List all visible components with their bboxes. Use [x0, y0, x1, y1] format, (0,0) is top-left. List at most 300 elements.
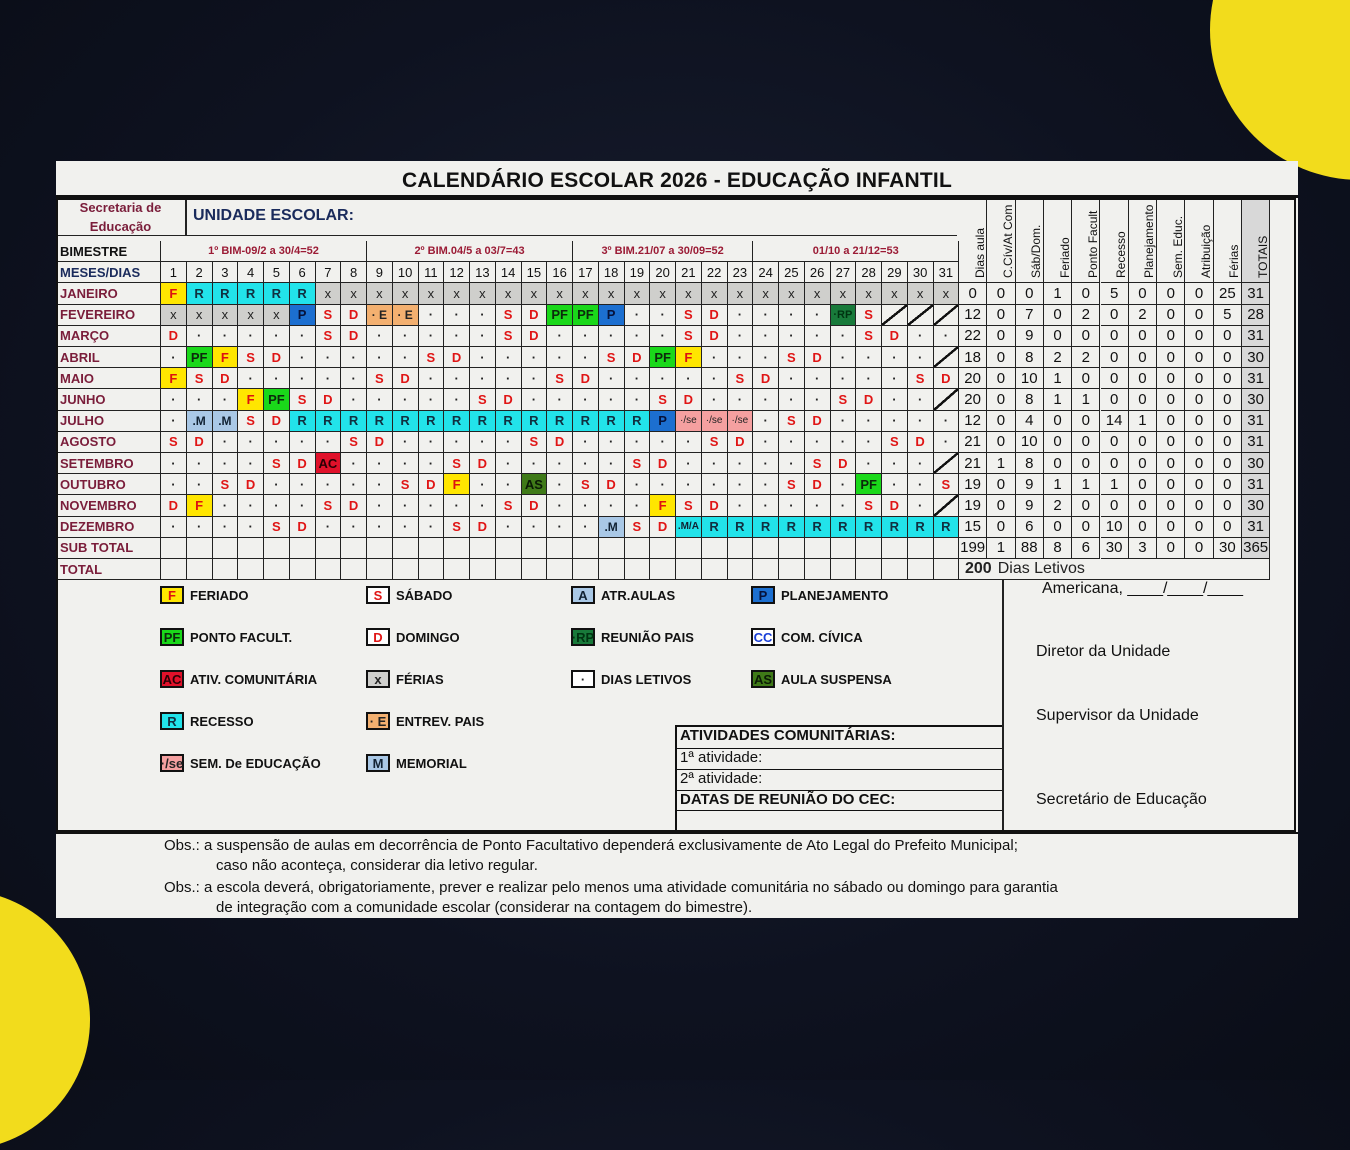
day-cell[interactable]: ·: [856, 453, 882, 474]
day-cell[interactable]: D: [702, 305, 728, 326]
day-cell[interactable]: x: [419, 283, 445, 304]
day-cell[interactable]: PF: [547, 305, 573, 326]
day-cell[interactable]: R: [831, 517, 857, 538]
day-cell[interactable]: ·: [805, 368, 831, 389]
day-cell[interactable]: D: [599, 474, 625, 495]
day-cell[interactable]: R: [496, 411, 522, 432]
day-cell[interactable]: ·: [753, 432, 779, 453]
day-cell[interactable]: x: [779, 283, 805, 304]
day-cell[interactable]: D: [676, 389, 702, 410]
day-cell[interactable]: S: [856, 326, 882, 347]
day-cell[interactable]: ·: [599, 368, 625, 389]
day-cell[interactable]: ·: [831, 368, 857, 389]
day-cell[interactable]: R: [290, 283, 316, 304]
day-cell[interactable]: ·: [367, 495, 393, 516]
day-cell[interactable]: PF: [856, 474, 882, 495]
day-cell[interactable]: ·: [728, 326, 754, 347]
day-cell[interactable]: S: [779, 411, 805, 432]
day-cell[interactable]: D: [290, 517, 316, 538]
day-cell[interactable]: S: [702, 432, 728, 453]
day-cell[interactable]: D: [522, 305, 548, 326]
day-cell[interactable]: D: [161, 326, 187, 347]
day-cell[interactable]: x: [470, 283, 496, 304]
day-cell[interactable]: ·: [264, 326, 290, 347]
day-cell[interactable]: x: [367, 283, 393, 304]
day-cell[interactable]: ·: [650, 474, 676, 495]
day-cell[interactable]: R: [393, 411, 419, 432]
day-cell[interactable]: S: [213, 474, 239, 495]
day-cell[interactable]: S: [625, 517, 651, 538]
day-cell[interactable]: ·: [187, 326, 213, 347]
day-cell[interactable]: ·RP: [831, 305, 857, 326]
day-cell[interactable]: ·: [161, 347, 187, 368]
day-cell[interactable]: ·: [934, 411, 960, 432]
day-cell[interactable]: ·: [573, 495, 599, 516]
day-cell[interactable]: ·: [496, 368, 522, 389]
day-cell[interactable]: ·: [805, 495, 831, 516]
day-cell[interactable]: F: [444, 474, 470, 495]
day-cell[interactable]: ·: [264, 432, 290, 453]
day-cell[interactable]: ·: [367, 453, 393, 474]
day-cell[interactable]: · E: [393, 305, 419, 326]
day-cell[interactable]: ·: [934, 432, 960, 453]
day-cell[interactable]: x: [856, 283, 882, 304]
day-cell[interactable]: ·: [805, 389, 831, 410]
day-cell[interactable]: S: [496, 305, 522, 326]
day-cell[interactable]: ·: [547, 517, 573, 538]
day-cell[interactable]: D: [316, 389, 342, 410]
day-cell[interactable]: R: [753, 517, 779, 538]
day-cell[interactable]: x: [753, 283, 779, 304]
day-cell[interactable]: ·: [393, 495, 419, 516]
day-cell[interactable]: ·: [882, 453, 908, 474]
day-cell[interactable]: R: [728, 517, 754, 538]
day-cell[interactable]: S: [522, 432, 548, 453]
day-cell[interactable]: ·: [753, 411, 779, 432]
day-cell[interactable]: ·: [470, 347, 496, 368]
day-cell[interactable]: S: [573, 474, 599, 495]
day-cell[interactable]: D: [264, 411, 290, 432]
day-cell[interactable]: S: [161, 432, 187, 453]
day-cell[interactable]: ·: [934, 326, 960, 347]
day-cell[interactable]: S: [341, 432, 367, 453]
day-cell[interactable]: S: [393, 474, 419, 495]
day-cell[interactable]: ·: [908, 347, 934, 368]
day-cell[interactable]: x: [728, 283, 754, 304]
day-cell[interactable]: ·: [650, 326, 676, 347]
day-cell[interactable]: ·: [882, 474, 908, 495]
day-cell[interactable]: R: [341, 411, 367, 432]
day-cell[interactable]: ·: [728, 305, 754, 326]
day-cell[interactable]: D: [470, 517, 496, 538]
day-cell[interactable]: ·: [573, 389, 599, 410]
day-cell[interactable]: ·: [316, 368, 342, 389]
day-cell[interactable]: D: [367, 432, 393, 453]
day-cell[interactable]: R: [625, 411, 651, 432]
day-cell[interactable]: ·: [470, 495, 496, 516]
day-cell[interactable]: S: [599, 347, 625, 368]
day-cell[interactable]: ·: [547, 347, 573, 368]
day-cell[interactable]: ·: [728, 347, 754, 368]
day-cell[interactable]: ·: [496, 453, 522, 474]
day-cell[interactable]: D: [882, 326, 908, 347]
cec-dates-field[interactable]: [677, 811, 1002, 830]
day-cell[interactable]: ·: [213, 389, 239, 410]
day-cell[interactable]: S: [470, 389, 496, 410]
day-cell[interactable]: R: [856, 517, 882, 538]
day-cell[interactable]: x: [676, 283, 702, 304]
day-cell[interactable]: ·: [728, 389, 754, 410]
day-cell[interactable]: S: [831, 389, 857, 410]
day-cell[interactable]: R: [187, 283, 213, 304]
day-cell[interactable]: x: [882, 283, 908, 304]
day-cell[interactable]: ·: [573, 326, 599, 347]
day-cell[interactable]: R: [290, 411, 316, 432]
day-cell[interactable]: ·: [290, 474, 316, 495]
day-cell[interactable]: D: [522, 495, 548, 516]
day-cell[interactable]: ·: [341, 347, 367, 368]
day-cell[interactable]: ·: [831, 432, 857, 453]
day-cell[interactable]: ·: [779, 453, 805, 474]
day-cell[interactable]: ·: [419, 517, 445, 538]
day-cell[interactable]: R: [367, 411, 393, 432]
day-cell[interactable]: S: [805, 453, 831, 474]
day-cell[interactable]: ·: [676, 432, 702, 453]
day-cell[interactable]: ·: [161, 474, 187, 495]
day-cell[interactable]: R: [882, 517, 908, 538]
day-cell[interactable]: ·: [625, 432, 651, 453]
day-cell[interactable]: ·: [238, 432, 264, 453]
day-cell[interactable]: ·: [290, 432, 316, 453]
day-cell[interactable]: R: [238, 283, 264, 304]
day-cell[interactable]: ·: [702, 453, 728, 474]
day-cell[interactable]: ·: [625, 495, 651, 516]
day-cell[interactable]: ·: [187, 453, 213, 474]
day-cell[interactable]: D: [238, 474, 264, 495]
day-cell[interactable]: ·: [213, 326, 239, 347]
day-cell[interactable]: R: [444, 411, 470, 432]
day-cell[interactable]: ·: [290, 347, 316, 368]
day-cell[interactable]: ·: [213, 432, 239, 453]
day-cell[interactable]: S: [856, 305, 882, 326]
day-cell[interactable]: S: [728, 368, 754, 389]
day-cell[interactable]: R: [264, 283, 290, 304]
day-cell[interactable]: .M/A: [676, 517, 702, 538]
day-cell[interactable]: S: [676, 326, 702, 347]
day-cell[interactable]: ·: [470, 474, 496, 495]
day-cell[interactable]: S: [496, 326, 522, 347]
day-cell[interactable]: x: [934, 283, 960, 304]
day-cell[interactable]: S: [187, 368, 213, 389]
day-cell[interactable]: ·: [625, 474, 651, 495]
activity-second-field[interactable]: 2ª atividade:: [677, 770, 1002, 791]
day-cell[interactable]: ·: [831, 411, 857, 432]
day-cell[interactable]: S: [367, 368, 393, 389]
day-cell[interactable]: S: [882, 432, 908, 453]
day-cell[interactable]: .M: [599, 517, 625, 538]
day-cell[interactable]: ·: [779, 432, 805, 453]
day-cell[interactable]: x: [522, 283, 548, 304]
day-cell[interactable]: AC: [316, 453, 342, 474]
day-cell[interactable]: F: [161, 368, 187, 389]
day-cell[interactable]: R: [779, 517, 805, 538]
day-cell[interactable]: ·: [728, 453, 754, 474]
day-cell[interactable]: ·: [522, 453, 548, 474]
day-cell[interactable]: D: [496, 389, 522, 410]
day-cell[interactable]: x: [341, 283, 367, 304]
day-cell[interactable]: D: [650, 517, 676, 538]
day-cell[interactable]: R: [573, 411, 599, 432]
day-cell[interactable]: D: [625, 347, 651, 368]
day-cell[interactable]: F: [213, 347, 239, 368]
day-cell[interactable]: ·: [316, 474, 342, 495]
day-cell[interactable]: ·: [573, 432, 599, 453]
day-cell[interactable]: x: [213, 305, 239, 326]
day-cell[interactable]: ·: [676, 453, 702, 474]
day-cell[interactable]: ·: [187, 474, 213, 495]
day-cell[interactable]: R: [805, 517, 831, 538]
day-cell[interactable]: S: [290, 389, 316, 410]
day-cell[interactable]: ·: [367, 326, 393, 347]
day-cell[interactable]: S: [238, 411, 264, 432]
day-cell[interactable]: ·: [419, 432, 445, 453]
day-cell[interactable]: ·: [290, 326, 316, 347]
day-cell[interactable]: D: [805, 474, 831, 495]
day-cell[interactable]: S: [264, 517, 290, 538]
day-cell[interactable]: PF: [573, 305, 599, 326]
day-cell[interactable]: F: [161, 283, 187, 304]
day-cell[interactable]: x: [444, 283, 470, 304]
day-cell[interactable]: F: [676, 347, 702, 368]
day-cell[interactable]: ·: [161, 389, 187, 410]
day-cell[interactable]: ·: [367, 517, 393, 538]
day-cell[interactable]: D: [934, 368, 960, 389]
day-cell[interactable]: ·: [805, 432, 831, 453]
day-cell[interactable]: D: [805, 347, 831, 368]
day-cell[interactable]: ·: [470, 305, 496, 326]
day-cell[interactable]: ·: [599, 389, 625, 410]
day-cell[interactable]: R: [934, 517, 960, 538]
day-cell[interactable]: ·: [831, 326, 857, 347]
day-cell[interactable]: ·: [831, 495, 857, 516]
day-cell[interactable]: ·: [341, 389, 367, 410]
day-cell[interactable]: ·: [702, 347, 728, 368]
day-cell[interactable]: ·: [908, 389, 934, 410]
day-cell[interactable]: ·: [522, 517, 548, 538]
day-cell[interactable]: ·: [753, 305, 779, 326]
day-cell[interactable]: ·: [444, 495, 470, 516]
day-cell[interactable]: ·: [419, 368, 445, 389]
day-cell[interactable]: D: [341, 326, 367, 347]
day-cell[interactable]: ·: [573, 517, 599, 538]
day-cell[interactable]: x: [393, 283, 419, 304]
day-cell[interactable]: ·: [367, 389, 393, 410]
day-cell[interactable]: ·: [264, 474, 290, 495]
day-cell[interactable]: ·: [779, 368, 805, 389]
day-cell[interactable]: P: [290, 305, 316, 326]
day-cell[interactable]: ·: [753, 495, 779, 516]
day-cell[interactable]: S: [650, 389, 676, 410]
day-cell[interactable]: ·: [599, 432, 625, 453]
day-cell[interactable]: D: [341, 305, 367, 326]
day-cell[interactable]: ·: [419, 326, 445, 347]
day-cell[interactable]: D: [393, 368, 419, 389]
day-cell[interactable]: ·: [599, 495, 625, 516]
day-cell[interactable]: ·: [702, 474, 728, 495]
day-cell[interactable]: ·: [856, 368, 882, 389]
day-cell[interactable]: [934, 495, 960, 516]
day-cell[interactable]: ·: [496, 474, 522, 495]
day-cell[interactable]: ·: [676, 474, 702, 495]
day-cell[interactable]: ·: [882, 368, 908, 389]
day-cell[interactable]: S: [676, 495, 702, 516]
day-cell[interactable]: ·: [856, 432, 882, 453]
day-cell[interactable]: P: [650, 411, 676, 432]
day-cell[interactable]: PF: [187, 347, 213, 368]
day-cell[interactable]: ·: [496, 517, 522, 538]
day-cell[interactable]: ·: [908, 474, 934, 495]
day-cell[interactable]: ·: [161, 411, 187, 432]
day-cell[interactable]: ·: [161, 453, 187, 474]
day-cell[interactable]: R: [599, 411, 625, 432]
day-cell[interactable]: ·: [856, 411, 882, 432]
day-cell[interactable]: D: [650, 453, 676, 474]
activity-first-field[interactable]: 1ª atividade:: [677, 749, 1002, 770]
day-cell[interactable]: x: [161, 305, 187, 326]
day-cell[interactable]: .M: [187, 411, 213, 432]
day-cell[interactable]: D: [522, 326, 548, 347]
day-cell[interactable]: ·: [625, 326, 651, 347]
day-cell[interactable]: ·: [341, 474, 367, 495]
day-cell[interactable]: R: [213, 283, 239, 304]
day-cell[interactable]: ·: [856, 347, 882, 368]
day-cell[interactable]: D: [419, 474, 445, 495]
day-cell[interactable]: D: [856, 389, 882, 410]
day-cell[interactable]: ·: [908, 453, 934, 474]
day-cell[interactable]: S: [779, 347, 805, 368]
day-cell[interactable]: ·: [882, 347, 908, 368]
day-cell[interactable]: ·: [882, 411, 908, 432]
day-cell[interactable]: [934, 389, 960, 410]
day-cell[interactable]: x: [625, 283, 651, 304]
day-cell[interactable]: ·: [650, 368, 676, 389]
day-cell[interactable]: ·: [316, 517, 342, 538]
day-cell[interactable]: ·: [444, 368, 470, 389]
day-cell[interactable]: ·: [573, 347, 599, 368]
day-cell[interactable]: D: [908, 432, 934, 453]
day-cell[interactable]: ·: [522, 368, 548, 389]
day-cell[interactable]: x: [599, 283, 625, 304]
day-cell[interactable]: ·: [625, 305, 651, 326]
day-cell[interactable]: ·: [393, 517, 419, 538]
day-cell[interactable]: ·: [753, 453, 779, 474]
day-cell[interactable]: ·: [625, 389, 651, 410]
day-cell[interactable]: ·: [547, 453, 573, 474]
day-cell[interactable]: [934, 305, 960, 326]
day-cell[interactable]: ·: [393, 347, 419, 368]
day-cell[interactable]: S: [316, 326, 342, 347]
day-cell[interactable]: F: [187, 495, 213, 516]
day-cell[interactable]: ·: [779, 305, 805, 326]
day-cell[interactable]: ·: [419, 389, 445, 410]
day-cell[interactable]: ·: [908, 495, 934, 516]
day-cell[interactable]: PF: [264, 389, 290, 410]
day-cell[interactable]: ·: [367, 474, 393, 495]
day-cell[interactable]: ·: [753, 347, 779, 368]
day-cell[interactable]: x: [908, 283, 934, 304]
day-cell[interactable]: ·: [341, 517, 367, 538]
day-cell[interactable]: ·: [702, 368, 728, 389]
day-cell[interactable]: ·: [547, 495, 573, 516]
day-cell[interactable]: ·: [805, 305, 831, 326]
day-cell[interactable]: ·: [213, 517, 239, 538]
day-cell[interactable]: D: [702, 495, 728, 516]
day-cell[interactable]: ·: [393, 389, 419, 410]
day-cell[interactable]: ·: [393, 432, 419, 453]
day-cell[interactable]: ·: [470, 368, 496, 389]
day-cell[interactable]: [908, 305, 934, 326]
day-cell[interactable]: ·: [547, 326, 573, 347]
day-cell[interactable]: R: [419, 411, 445, 432]
day-cell[interactable]: S: [316, 495, 342, 516]
day-cell[interactable]: x: [547, 283, 573, 304]
day-cell[interactable]: ·: [882, 389, 908, 410]
day-cell[interactable]: ·: [187, 517, 213, 538]
day-cell[interactable]: [934, 453, 960, 474]
day-cell[interactable]: ·: [444, 432, 470, 453]
day-cell[interactable]: D: [213, 368, 239, 389]
day-cell[interactable]: ·: [779, 326, 805, 347]
day-cell[interactable]: ·: [779, 495, 805, 516]
day-cell[interactable]: x: [316, 283, 342, 304]
day-cell[interactable]: S: [908, 368, 934, 389]
day-cell[interactable]: S: [316, 305, 342, 326]
day-cell[interactable]: S: [496, 495, 522, 516]
day-cell[interactable]: ·: [650, 432, 676, 453]
day-cell[interactable]: x: [496, 283, 522, 304]
day-cell[interactable]: D: [470, 453, 496, 474]
day-cell[interactable]: ·: [676, 368, 702, 389]
day-cell[interactable]: D: [805, 411, 831, 432]
day-cell[interactable]: S: [444, 453, 470, 474]
day-cell[interactable]: R: [908, 517, 934, 538]
day-cell[interactable]: S: [625, 453, 651, 474]
day-cell[interactable]: R: [522, 411, 548, 432]
day-cell[interactable]: ·/se: [728, 411, 754, 432]
day-cell[interactable]: ·: [341, 368, 367, 389]
day-cell[interactable]: ·: [419, 305, 445, 326]
day-cell[interactable]: R: [547, 411, 573, 432]
day-cell[interactable]: ·: [805, 326, 831, 347]
day-cell[interactable]: ·: [393, 453, 419, 474]
day-cell[interactable]: ·: [238, 326, 264, 347]
day-cell[interactable]: ·: [650, 305, 676, 326]
day-cell[interactable]: ·: [573, 453, 599, 474]
day-cell[interactable]: D: [187, 432, 213, 453]
day-cell[interactable]: ·: [419, 453, 445, 474]
day-cell[interactable]: ·: [238, 495, 264, 516]
day-cell[interactable]: ·: [831, 474, 857, 495]
day-cell[interactable]: S: [238, 347, 264, 368]
day-cell[interactable]: ·: [728, 495, 754, 516]
day-cell[interactable]: ·: [753, 389, 779, 410]
day-cell[interactable]: ·: [238, 453, 264, 474]
day-cell[interactable]: S: [444, 517, 470, 538]
day-cell[interactable]: ·: [316, 432, 342, 453]
day-cell[interactable]: F: [238, 389, 264, 410]
day-cell[interactable]: S: [779, 474, 805, 495]
day-cell[interactable]: ·: [522, 347, 548, 368]
